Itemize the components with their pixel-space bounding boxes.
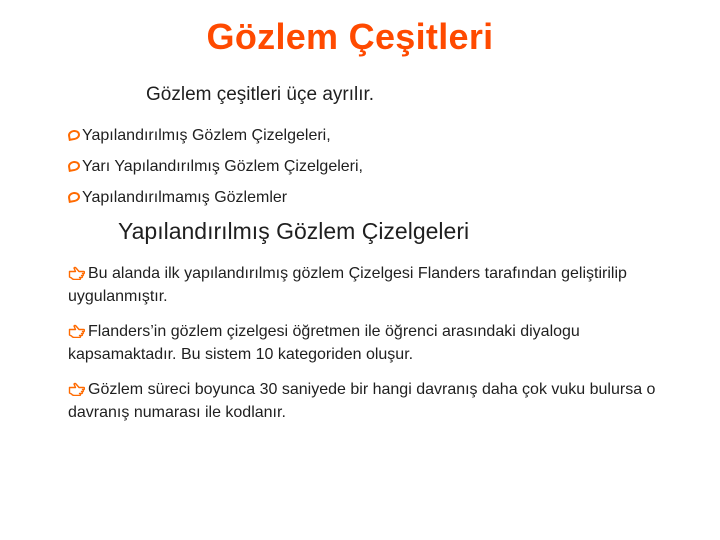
pointing-hand-icon <box>68 382 85 396</box>
details-list <box>68 262 688 436</box>
q-bullet-icon <box>67 160 81 172</box>
list-item-label: Gözlem süreci boyunca 30 saniyede bir hangi davranış daha çok vuku bulursa o davranış numarası ile kodlanır. <box>68 381 656 421</box>
list-item-label: Flanders’in gözlem çizelgesi öğretmen ile öğrenci arasındaki diyalogu kapsamaktadır. Bu sistem 10 kategoriden oluşur. <box>68 323 580 363</box>
slide-title: Gözlem Çeşitleri <box>206 16 494 57</box>
list-item <box>68 151 363 182</box>
pointing-hand-icon <box>68 324 85 338</box>
pointing-hand-icon <box>68 266 85 280</box>
list-item-label: Yarı Yapılandırılmış Gözlem Çizelgeleri, <box>82 157 363 175</box>
list-item <box>68 120 363 151</box>
q-bullet-icon <box>67 129 81 141</box>
q-bullet-icon <box>67 191 81 203</box>
observation-types-list <box>68 120 363 213</box>
list-item-label: Yapılandırılmamış Gözlemler <box>82 188 288 206</box>
list-item <box>68 378 688 424</box>
intro-text: Gözlem çeşitleri üçe ayrılır. <box>146 84 375 105</box>
list-item <box>68 320 688 366</box>
list-item-label: Bu alanda ilk yapılandırılmış gözlem Çizelgesi Flanders tarafından geliştirilip uygulanmıştır. <box>68 265 627 305</box>
section-subtitle: Yapılandırılmış Gözlem Çizelgeleri <box>118 218 470 244</box>
list-item <box>68 262 688 308</box>
list-item-label: Yapılandırılmış Gözlem Çizelgeleri, <box>82 126 331 144</box>
list-item <box>68 182 363 213</box>
